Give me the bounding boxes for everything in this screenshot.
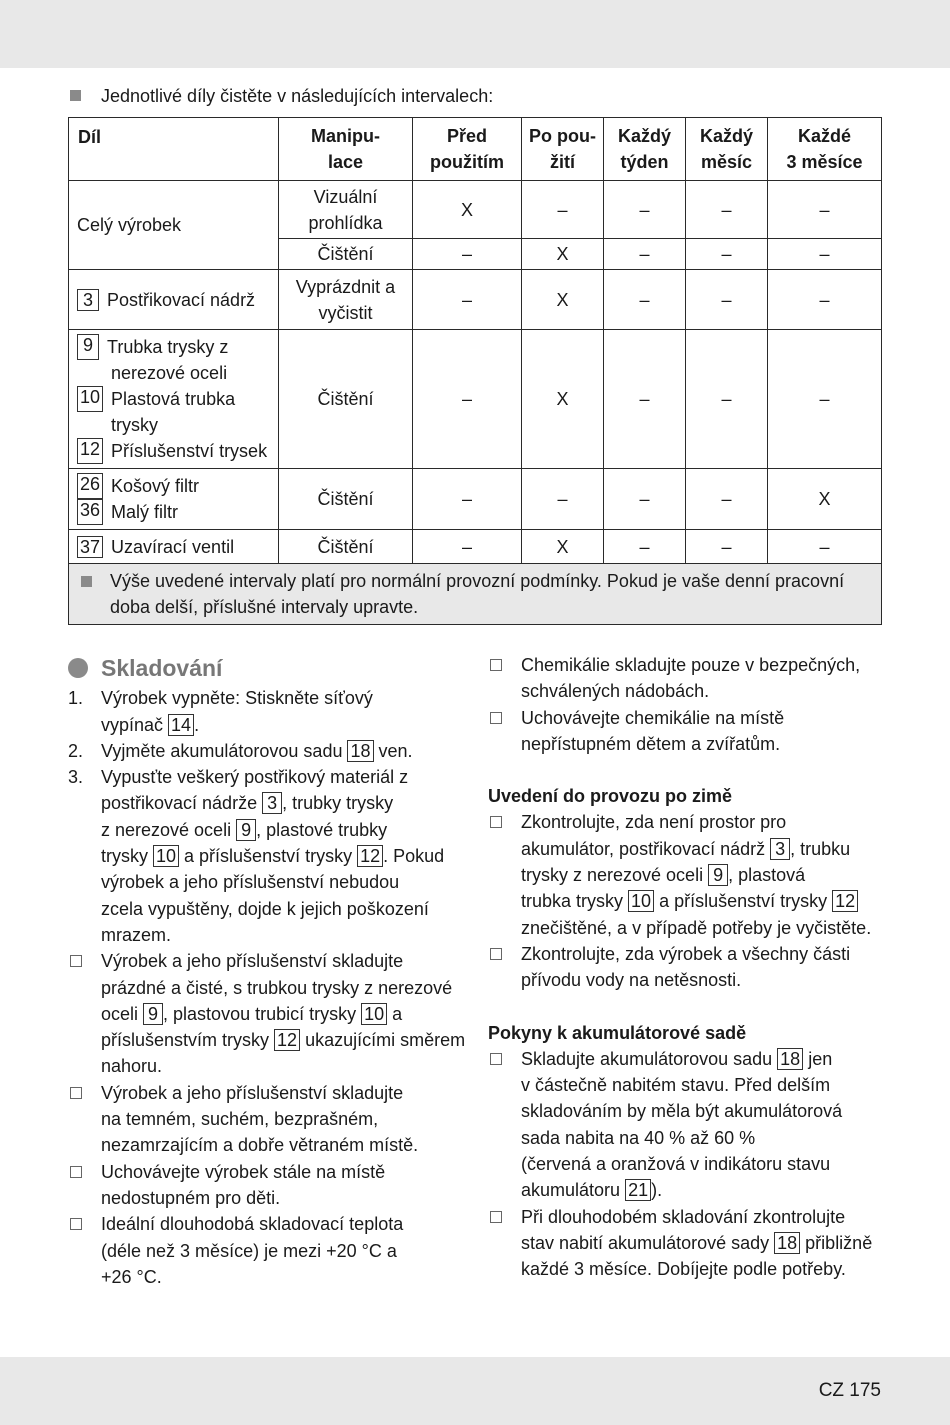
value-cell: – (686, 181, 768, 239)
list-item: Chemikálie skladujte pouze v bezpečných, schválených nádobách. (488, 652, 888, 705)
header-quarterly: Každé 3 měsíce (768, 118, 882, 181)
value-cell: – (522, 469, 604, 530)
table-note-row (69, 564, 882, 625)
ref-number: 9 (708, 864, 728, 886)
checkbox-bullet-icon (70, 1087, 82, 1099)
header-weekly: Každý týden (604, 118, 686, 181)
part-cell: 37 Uzavírací ventil (69, 530, 279, 564)
section-heading-storage: Skladování (68, 655, 468, 681)
value-cell: – (522, 181, 604, 239)
checkbox-bullet-icon (70, 1166, 82, 1178)
ref-number: 3 (77, 289, 99, 311)
value-cell: – (768, 239, 882, 270)
ref-number: 10 (628, 890, 654, 912)
value-cell: – (413, 239, 522, 270)
square-bullet-icon (70, 90, 81, 101)
value-cell: – (413, 270, 522, 330)
square-bullet-icon (81, 576, 92, 587)
value-cell: – (768, 330, 882, 469)
ref-number: 9 (143, 1003, 163, 1025)
value-cell: X (522, 530, 604, 564)
ref-number: 10 (153, 845, 179, 867)
ref-number: 10 (77, 386, 103, 412)
value-cell: – (413, 530, 522, 564)
part-cell: 9 Trubka trysky z nerezové oceli 10 Plastová trubka trysky 12 Příslušenství trysek (69, 330, 279, 469)
page-number: CZ 175 (818, 1380, 881, 1401)
action-cell: Čištění (279, 469, 413, 530)
table-row (69, 530, 882, 564)
table-row (69, 330, 882, 469)
list-item: Zkontrolujte, zda není prostor pro akumulátor, postřikovací nádrž 3 , trubku trysky z nerezové oceli 9 , plastová trubka trysky 10 a příslušenství trysky 12 znečištěné, a v případě potřeby je vyčistěte. (488, 809, 888, 940)
value-cell: – (768, 181, 882, 239)
ref-number: 12 (77, 438, 103, 464)
ref-number: 18 (347, 740, 373, 762)
value-cell: X (522, 239, 604, 270)
list-item: Při dlouhodobém skladování zkontrolujte stav nabití akumulátorové sady 18 přibližně každé 3 měsíce. Dobíjejte podle potřeby. (488, 1204, 888, 1283)
ref-number: 3 (770, 838, 790, 860)
list-item: 1. Výrobek vypněte: Stiskněte síťový vypínač 14 . (68, 688, 373, 735)
part-cell: Celý výrobek (69, 181, 279, 270)
subheading-battery: Pokyny k akumulátorové sadě (488, 1022, 747, 1043)
list-item: Ideální dlouhodobá skladovací teplota (déle než 3 měsíce) je mezi +20 °C a +26 °C. (68, 1211, 468, 1290)
list-item: Výrobek a jeho příslušenství skladujte na temném, suchém, bezprašném, nezamrzajícím a dobře větraném místě. (68, 1080, 468, 1159)
footer-band (0, 1357, 950, 1425)
list-item: 3. Vypusťte veškerý postřikový materiál z postřikovací nádrže 3 , trubky trysky z nerezové oceli 9 , plastové trubky trysky 10 a příslušenství trysky 12 . Pokud výrobek a jeho příslušenství nebudou zcela vypuštěny, dojde k jejich poškození mrazem. (68, 767, 445, 945)
circle-bullet-icon (68, 658, 88, 678)
value-cell: – (604, 239, 686, 270)
value-cell: – (686, 530, 768, 564)
ref-number: 3 (262, 792, 282, 814)
ref-number: 36 (77, 499, 103, 525)
table-row (69, 270, 882, 330)
ref-number: 12 (357, 845, 383, 867)
value-cell: – (686, 330, 768, 469)
value-cell: – (768, 530, 882, 564)
ref-number: 37 (77, 536, 103, 558)
value-cell: X (522, 270, 604, 330)
list-item: Zkontrolujte, zda výrobek a všechny části přívodu vody na netěsnosti. (488, 941, 888, 994)
right-column (488, 652, 888, 1283)
value-cell: – (686, 239, 768, 270)
checkbox-bullet-icon (490, 816, 502, 828)
value-cell: X (413, 181, 522, 239)
list-item: 2. Vyjměte akumulátorovou sadu 18 ven. (68, 740, 413, 761)
checkbox-bullet-icon (70, 955, 82, 967)
part-cell: 3 Postřikovací nádrž (69, 270, 279, 330)
value-cell: – (604, 270, 686, 330)
list-item: Výrobek a jeho příslušenství skladujte prázdné a čisté, s trubkou trysky z nerezové oceli 9 , plastovou trubicí trysky 10 a příslušenstvím trysky 12 ukazujícími směrem nahoru. (68, 948, 468, 1079)
cleaning-interval-table (68, 117, 882, 625)
value-cell: – (604, 469, 686, 530)
left-column (68, 655, 468, 1290)
ref-number: 26 (77, 473, 103, 499)
subheading-winter: Uvedení do provozu po zimě (488, 786, 733, 807)
header-before-use: Před použitím (413, 118, 522, 181)
value-cell: – (686, 270, 768, 330)
ref-number: 10 (361, 1003, 387, 1025)
ref-number: 9 (236, 819, 256, 841)
ref-number: 18 (774, 1232, 800, 1254)
value-cell: – (604, 330, 686, 469)
checkbox-bullet-icon (490, 712, 502, 724)
header-after-use: Po pou- žití (522, 118, 604, 181)
value-cell: – (604, 181, 686, 239)
intro-text: Jednotlivé díly čistěte v následujících intervalech: (101, 86, 494, 106)
value-cell: – (413, 330, 522, 469)
value-cell: – (768, 270, 882, 330)
ref-number: 9 (77, 334, 99, 360)
action-cell: Čištění (279, 330, 413, 469)
action-cell: Vyprázdnit a vyčistit (279, 270, 413, 330)
action-cell: Vizuální prohlídka (279, 181, 413, 239)
header-part: Díl (69, 118, 279, 181)
value-cell: X (768, 469, 882, 530)
checkbox-bullet-icon (490, 948, 502, 960)
table-header-row (69, 118, 882, 181)
ref-number: 21 (625, 1179, 651, 1201)
value-cell: – (413, 469, 522, 530)
ref-number: 14 (168, 714, 194, 736)
checkbox-bullet-icon (490, 1053, 502, 1065)
value-cell: – (686, 469, 768, 530)
ref-number: 18 (777, 1048, 803, 1070)
part-cell: 26 Košový filtr 36 Malý filtr (69, 469, 279, 530)
value-cell: – (604, 530, 686, 564)
list-item: Skladujte akumulátorovou sadu 18 jen v částečně nabitém stavu. Před delším skladováním by měla být akumulátorová sada nabita na 40 % až 60 % (červená a oranžová v indikátoru stavu akumulátoru 21 ). (488, 1046, 888, 1204)
intro-line (70, 86, 493, 107)
checkbox-bullet-icon (490, 1211, 502, 1223)
checkbox-bullet-icon (70, 1218, 82, 1230)
table-row (69, 469, 882, 530)
ref-number: 12 (832, 890, 858, 912)
action-cell: Čištění (279, 239, 413, 270)
header-action: Manipu- lace (279, 118, 413, 181)
ref-number: 12 (274, 1029, 300, 1051)
list-item: Uchovávejte výrobek stále na místě nedostupném pro děti. (68, 1159, 468, 1212)
action-cell: Čištění (279, 530, 413, 564)
table-note: Výše uvedené intervaly platí pro normální provozní podmínky. Pokud je vaše denní pracovní doba delší, příslušné intervaly upravte. (69, 564, 882, 625)
list-item: Uchovávejte chemikálie na místě nepřístupném dětem a zvířatům. (488, 705, 888, 758)
checkbox-bullet-icon (490, 659, 502, 671)
table-row (69, 181, 882, 239)
value-cell: X (522, 330, 604, 469)
header-monthly: Každý měsíc (686, 118, 768, 181)
header-band (0, 0, 950, 68)
